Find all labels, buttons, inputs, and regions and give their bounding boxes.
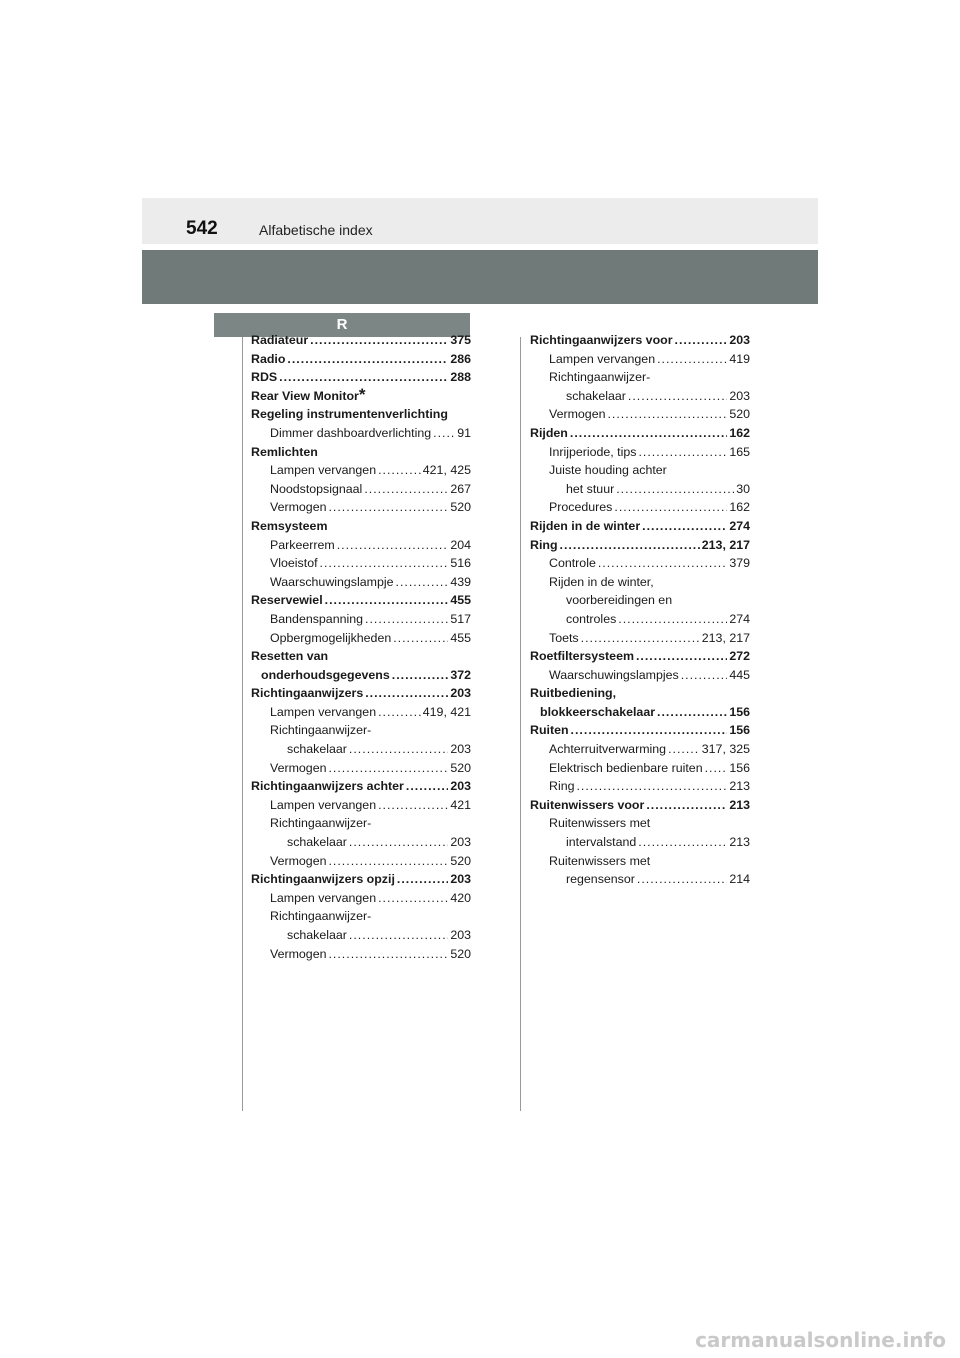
index-entry-page: 203 [450, 742, 471, 757]
index-entry-label: Richtingaanwijzer- [270, 816, 372, 831]
index-entry-page: 213 [729, 835, 750, 850]
index-entry-label: schakelaar [287, 835, 347, 850]
leader-dots [705, 759, 728, 778]
index-entry [251, 517, 471, 536]
index-entry-page: 213, 217 [701, 630, 750, 645]
index-entry-page: 156 [729, 723, 750, 738]
index-entry [530, 629, 750, 648]
index-entry [530, 870, 750, 889]
index-entry-page: 203 [450, 928, 471, 942]
leader-dots [646, 796, 727, 815]
index-entry-page: 517 [450, 611, 471, 626]
header-bar [142, 198, 818, 244]
index-entry-label: regensensor [566, 872, 635, 887]
index-entry [251, 814, 471, 833]
index-entry-page: 267 [450, 481, 471, 496]
leader-dots [364, 480, 448, 499]
index-entry-page: 203 [450, 779, 471, 794]
index-entry [251, 852, 471, 871]
index-entry [251, 554, 471, 573]
index-entry-label: Regeling instrumentenverlichting [251, 407, 448, 422]
index-entry-page: 203 [450, 686, 471, 701]
index-entry-page: 165 [729, 444, 750, 459]
leader-dots [337, 536, 449, 555]
index-entry-page: 91 [457, 425, 471, 440]
leader-dots [638, 833, 727, 852]
index-entry-label: voorbereidingen en [566, 593, 673, 608]
index-entry-page: 203 [729, 388, 750, 403]
leader-dots [320, 554, 449, 573]
index-entry-label: Richtingaanwijzers achter [251, 779, 404, 794]
index-entry-label: schakelaar [287, 928, 347, 942]
leader-dots [397, 870, 448, 889]
index-entry [530, 480, 750, 499]
index-entry-page: 421 [450, 797, 471, 812]
index-entry-label: Vermogen [270, 853, 327, 868]
leader-dots [616, 480, 734, 499]
banner-bar [142, 250, 818, 304]
leader-dots [349, 926, 448, 945]
index-entry [251, 629, 471, 648]
index-entry-label: Elektrisch bedienbare ruiten [549, 760, 703, 775]
index-entry-label: Bandenspanning [270, 611, 364, 626]
leader-dots [406, 777, 448, 796]
index-entry-label: Procedures [549, 500, 613, 515]
index-entry-page: 213 [729, 797, 750, 812]
index-entry-label: Richtingaanwijzer- [549, 370, 651, 385]
watermark: carmanualsonline.info [695, 1328, 946, 1352]
index-entry [251, 926, 471, 945]
leader-dots [581, 629, 700, 648]
index-entry [530, 461, 750, 480]
index-entry-label: Toets [549, 630, 579, 645]
index-entry [251, 350, 471, 369]
index-entry-page: 520 [450, 853, 471, 868]
index-entry-page: 203 [450, 835, 471, 850]
index-entry-label: blokkeerschakelaar [540, 704, 656, 719]
index-entry-label: Ruitenwissers met [549, 816, 651, 831]
index-entry-page: 420 [450, 890, 471, 905]
index-entry [530, 666, 750, 685]
index-entry-label: Ruiten [530, 723, 569, 738]
leader-dots [328, 498, 448, 517]
index-entry-page: 421, 425 [422, 463, 471, 478]
index-entry [251, 573, 471, 592]
index-entry-label: Rijden in de winter, [549, 574, 654, 589]
leader-dots [570, 424, 727, 443]
index-entry-page: 286 [450, 351, 471, 366]
column-divider-right [520, 337, 521, 1111]
index-entry [251, 777, 471, 796]
leader-dots [378, 889, 448, 908]
index-entry [530, 610, 750, 629]
index-entry-label: Resetten van [251, 649, 329, 664]
index-entry-page: 419, 421 [422, 704, 471, 719]
index-entry-label: Dimmer dashboardverlichting [270, 425, 432, 440]
index-entry-label: Vermogen [270, 946, 327, 961]
index-entry [530, 647, 750, 666]
index-entry [530, 498, 750, 517]
index-entry-page: 156 [729, 760, 750, 775]
leader-dots [571, 721, 728, 740]
index-entry-label: Richtingaanwijzers [251, 686, 364, 701]
index-entry-page: 272 [729, 649, 750, 664]
page-number: 542 [186, 218, 218, 239]
index-entry [251, 759, 471, 778]
index-entry [530, 777, 750, 796]
index-entry [530, 796, 750, 815]
index-entry-label: Controle [549, 556, 596, 571]
index-entry-page: 156 [729, 704, 750, 719]
index-entry [251, 703, 471, 722]
index-entry-label: Reservewiel [251, 593, 323, 608]
index-entry [251, 870, 471, 889]
leader-dots [349, 740, 448, 759]
index-entry-label: Vermogen [270, 500, 327, 515]
index-entry [251, 666, 471, 685]
index-entry [251, 833, 471, 852]
index-entry-label: Vloeistof [270, 556, 318, 571]
index-entry [530, 424, 750, 443]
index-entry [530, 443, 750, 462]
index-entry-page: 162 [729, 425, 750, 440]
index-entry-label: Vermogen [270, 760, 327, 775]
index-entry [530, 721, 750, 740]
index-entry [530, 684, 750, 703]
column-divider-left [242, 337, 243, 1111]
index-entry [530, 536, 750, 555]
index-entry-label: Juiste houding achter [549, 463, 667, 478]
leader-dots [637, 870, 727, 889]
index-entry-label: Lampen vervangen [270, 704, 377, 719]
index-entry-page: 214 [729, 872, 750, 887]
index-entry-label: Richtingaanwijzers voor [530, 333, 673, 347]
index-entry [530, 554, 750, 573]
leader-dots [681, 666, 728, 685]
index-entry-page: 439 [450, 574, 471, 589]
index-entry [530, 331, 750, 350]
index-entry-page: 520 [729, 407, 750, 422]
index-entry-label: Lampen vervangen [270, 463, 377, 478]
index-entry [251, 424, 471, 443]
index-entry-page: 516 [450, 556, 471, 571]
index-entry-label: Richtingaanwijzer- [270, 909, 372, 924]
index-entry-label: Rijden in de winter [530, 518, 641, 533]
index-entry [251, 907, 471, 926]
index-entry [251, 796, 471, 815]
leader-dots [365, 684, 448, 703]
leader-dots [675, 331, 728, 350]
leader-dots [607, 405, 727, 424]
leader-dots [349, 833, 448, 852]
leader-dots [657, 703, 727, 722]
leader-dots [328, 759, 448, 778]
index-entry-label: Richtingaanwijzer- [270, 723, 372, 738]
index-entry-label: schakelaar [566, 388, 626, 403]
index-entry-label: Vermogen [549, 407, 606, 422]
index-entry-page: 379 [729, 556, 750, 571]
letter-tab: R [214, 313, 470, 337]
leader-dots [392, 666, 449, 685]
index-entry-label: Lampen vervangen [270, 797, 377, 812]
index-entry-label: Ruitenwissers met [549, 853, 651, 868]
index-column-1 [251, 331, 471, 963]
index-entry-label: Ruitenwissers voor [530, 797, 645, 812]
index-entry [530, 814, 750, 833]
leader-dots [668, 740, 700, 759]
index-entry-page: 455 [450, 630, 471, 645]
index-entry-label: Rijden [530, 425, 568, 440]
index-entry [251, 610, 471, 629]
index-entry-page: 204 [450, 537, 471, 552]
index-entry [251, 536, 471, 555]
leader-dots [287, 350, 448, 369]
index-entry-page: 372 [450, 667, 471, 682]
index-entry [251, 368, 471, 387]
index-entry [251, 591, 471, 610]
leader-dots [657, 350, 727, 369]
index-entry [251, 721, 471, 740]
index-entry [530, 703, 750, 722]
index-entry-label: Lampen vervangen [549, 351, 656, 366]
leader-dots [279, 368, 448, 387]
leader-dots [560, 536, 700, 555]
index-entry-page: 317, 325 [701, 742, 750, 757]
index-entry [530, 852, 750, 871]
index-entry-page: 375 [450, 333, 471, 347]
index-entry-label: Parkeerrem [270, 537, 335, 552]
index-entry-label: het stuur [566, 481, 615, 496]
leader-dots [614, 498, 727, 517]
index-entry-label: Roetfiltersysteem [530, 649, 634, 664]
leader-dots [628, 387, 727, 406]
leader-dots [328, 852, 448, 871]
index-entry-label: Radiateur [251, 333, 309, 347]
index-entry-label: Lampen vervangen [270, 890, 377, 905]
section-title: Alfabetische index [259, 222, 373, 238]
index-entry-page: 445 [729, 667, 750, 682]
leader-dots [378, 703, 421, 722]
leader-dots [636, 647, 727, 666]
index-entry [251, 498, 471, 517]
index-entry-page: 520 [450, 946, 471, 961]
index-column-2 [530, 331, 750, 889]
index-entry-label: Radio [251, 351, 286, 366]
index-entry-label: Noodstopsignaal [270, 481, 363, 496]
index-entry [251, 740, 471, 759]
index-entry-label: Rear View Monitor [251, 388, 359, 403]
index-entry-page: 162 [729, 500, 750, 515]
index-entry [530, 368, 750, 387]
index-entry-label: Opbergmogelijkheden [270, 630, 392, 645]
index-entry [530, 591, 750, 610]
index-entry: Rear View Monitor * [251, 384, 366, 404]
index-entry-label: Ruitbediening, [530, 686, 617, 701]
leader-dots [325, 591, 449, 610]
index-entry [251, 480, 471, 499]
index-entry [530, 387, 750, 406]
leader-dots [310, 331, 448, 350]
leader-dots [433, 424, 455, 443]
index-entry-page: 30 [736, 481, 750, 496]
index-entry-label: controles [566, 611, 617, 626]
index-entry [530, 759, 750, 778]
index-entry-label: Inrijperiode, tips [549, 444, 637, 459]
leader-dots [576, 777, 727, 796]
index-entry-page: 213 [729, 779, 750, 794]
index-entry-page: 203 [729, 333, 750, 347]
index-entry [530, 740, 750, 759]
leader-dots [365, 610, 448, 629]
index-entry [251, 461, 471, 480]
index-entry-page: 520 [450, 760, 471, 775]
index-entry-label: RDS [251, 370, 278, 385]
index-entry [251, 684, 471, 703]
index-entry [251, 647, 471, 666]
index-entry-label: intervalstand [566, 835, 637, 850]
index-entry [251, 945, 471, 964]
index-entry [530, 405, 750, 424]
index-entry-page: 520 [450, 500, 471, 515]
leader-dots [396, 573, 449, 592]
index-entry-page: 455 [450, 593, 471, 608]
index-entry [251, 889, 471, 908]
index-entry-page: 288 [450, 370, 471, 385]
index-entry [530, 350, 750, 369]
index-entry-label: Waarschuwingslampje [270, 574, 394, 589]
index-entry-label: Remsysteem [251, 518, 328, 533]
leader-dots [642, 517, 727, 536]
index-entry-label: Waarschuwingslampjes [549, 667, 679, 682]
index-entry [530, 517, 750, 536]
index-entry-label: schakelaar [287, 742, 347, 757]
leader-dots [598, 554, 727, 573]
index-entry [251, 443, 471, 462]
index-entry-label: Ring [549, 779, 575, 794]
index-entry [251, 331, 471, 350]
index-entry [530, 833, 750, 852]
leader-dots [618, 610, 727, 629]
index-entry-label: Richtingaanwijzers opzij [251, 872, 395, 887]
index-entry-label: Ring [530, 537, 558, 552]
leader-dots [393, 629, 448, 648]
index-entry-label: Remlichten [251, 444, 318, 459]
index-entry [530, 573, 750, 592]
leader-dots [378, 461, 421, 480]
index-entry-page: 213, 217 [701, 537, 750, 552]
index-entry-page: 274 [729, 518, 750, 533]
index-entry-page: 419 [729, 351, 750, 366]
leader-dots [328, 945, 448, 964]
index-entry-label: onderhoudsgegevens [261, 667, 390, 682]
index-entry-page: 274 [729, 611, 750, 626]
index-entry-page: 203 [450, 872, 471, 887]
index-entry [251, 405, 471, 424]
leader-dots [638, 443, 727, 462]
leader-dots [378, 796, 448, 815]
index-entry-label: Achterruitverwarming [549, 742, 667, 757]
